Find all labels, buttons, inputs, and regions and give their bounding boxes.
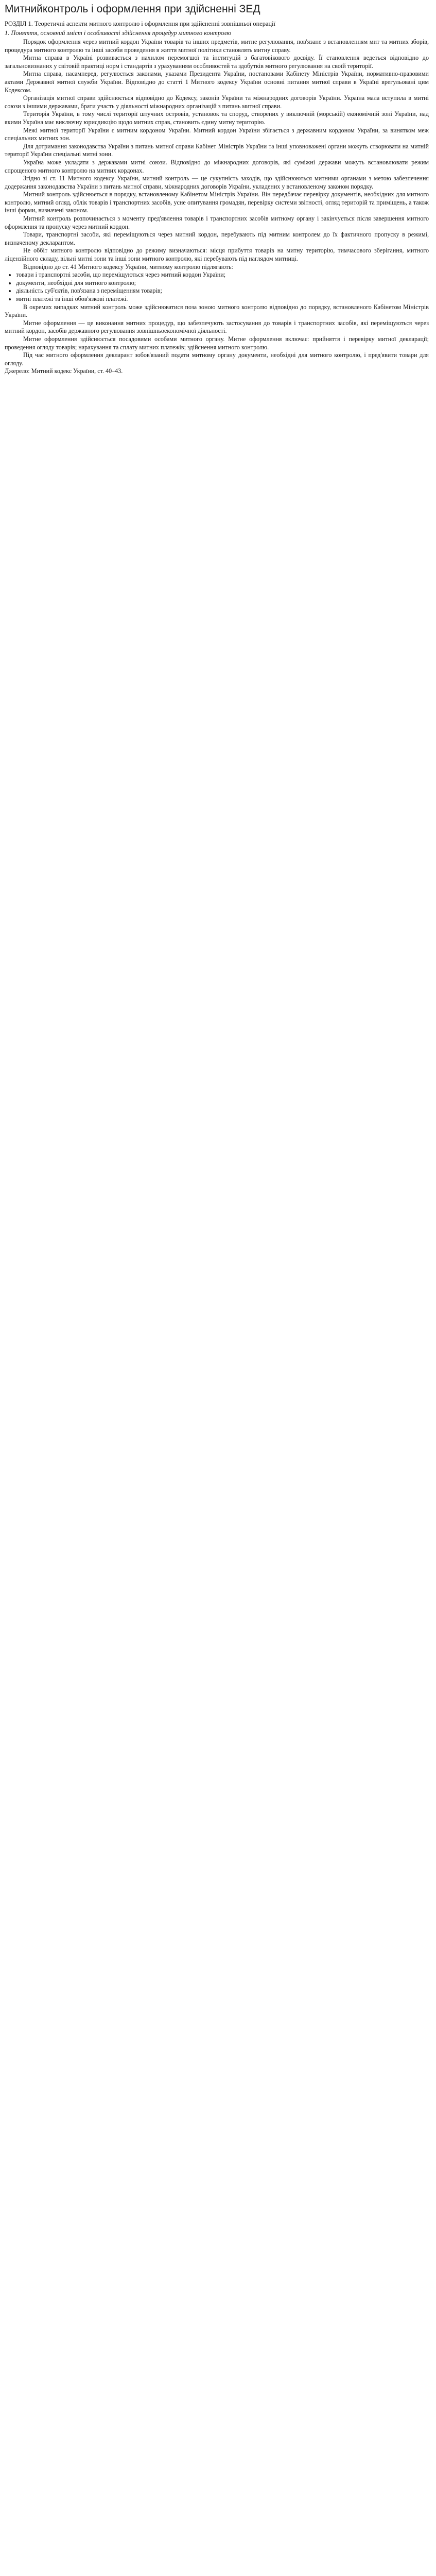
paragraph: В окремих випадках митний контроль може здійснюватися поза зоною митного контролю відповідно до порядку, встановленого Кабінетом Міністрів України. bbox=[5, 303, 429, 319]
paragraph: Митна справа, насамперед, регулюється законами, указами Президента України, постановами Кабінету Міністрів України, нормативно-правовими актами Державної митної служби України. Відповідно до статті 1 Митного кодексу України основні питання митної справи в Україні врегульовані цим Кодексом. bbox=[5, 70, 429, 94]
list-item: • документи, необхідні для митного контролю; bbox=[16, 279, 429, 287]
subsection-heading: 1. Поняття, основний зміст і особливості здійснення процедур митного контролю bbox=[5, 29, 232, 37]
paragraph: Митне оформлення — це виконання митних процедур, що забезпечують застосування до товарів і транспортних засобів, які переміщуються через митний кордон, засобів державного регулювання зовнішньоекономічної діяльності. bbox=[5, 319, 429, 335]
document-body bbox=[5, 38, 429, 376]
document-title: Митнийконтроль і оформлення при здійсненні ЗЕД bbox=[5, 3, 260, 15]
paragraph: Україна може укладати з державами митні союзи. Відповідно до міжнародних договорів, які суміжні держави можуть встановлювати режим спрощеного митного контролю на митних кордонах. bbox=[5, 158, 429, 174]
control-subjects-list bbox=[5, 271, 429, 303]
paragraph: Межі митної території України є митним кордоном України. Митний кордон України збігається з державним кордоном України, за винятком меж спеціальних митних зон. bbox=[5, 126, 429, 142]
paragraph: Митне оформлення здійснюється посадовими особами митного органу. Митне оформлення включає: прийняття і перевірку митної декларації; проведення огляду товарів; нарахування та сплату митних платежів; здійснення митного контролю. bbox=[5, 335, 429, 351]
paragraph: Під час митного оформлення декларант зобов'язаний подати митному органу документи, необхідні для митного контролю, і пред'явити товари для огляду. bbox=[5, 351, 429, 367]
paragraph: Організація митної справи здійснюється відповідно до Кодексу, законів України та міжнародних договорів України. Україна мала вступила в митні союзи з іншими державами, брати участь у діяльності міжнародних організацій з питань митної справи. bbox=[5, 94, 429, 110]
footnote: Джерело: Митний кодекс України, ст. 40–43. bbox=[5, 367, 123, 375]
paragraph: Для дотримання законодавства України з питань митної справи Кабінет Міністрів України та інші уповноважені органи можуть створювати на митній території України спеціальні митні зони. bbox=[5, 142, 429, 158]
paragraph: Митний контроль здійснюється в порядку, встановленому Кабінетом Міністрів України. Він передбачає перевірку документів, необхідних для митного контролю, митний огляд, облік товарів і транспортних засобів, усне опитування громадян, перевірку системи звітності, огляд територій та приміщень, а також інші форми, визначені законом. bbox=[5, 191, 429, 214]
list-item: • діяльність суб'єктів, пов'язана з переміщенням товарів; bbox=[16, 287, 429, 295]
paragraph: Територія України, в тому числі території штучних островів, установок та споруд, створених у виключній (морській) економічній зоні України, над якими Україна має виключну юрисдикцію щодо митних справ, становить єдину митну територію. bbox=[5, 110, 429, 126]
paragraph: Митна справа в Україні розвивається з нахилом перемогшої та інституцій з багатовікового досвіду. Її становлення ведеться відповідно до загальновизнаних у світовій практиці норм і стандартів з урахуванням особливостей та здобутків митного регулювання на своїй території. bbox=[5, 54, 429, 70]
paragraph: Порядок оформлення через митний кордон України товарів та інших предметів, митне регулювання, пов'язане з встановленням мит та митних зборів, процедура митного контролю та інші засоби проведення в життя митної політики становлять митну справу. bbox=[5, 38, 429, 54]
section-heading: РОЗДІЛ 1. Теоретичні аспекти митного контролю і оформлення при здійсненні зовнішньої операції bbox=[5, 20, 275, 27]
list-item: • митні платежі та інші обов'язкові платежі. bbox=[16, 295, 429, 303]
paragraph: Відповідно до ст. 41 Митного кодексу України, митному контролю підлягають: bbox=[23, 263, 233, 270]
list-item: • товари і транспортні засоби, що переміщуються через митний кордон України; bbox=[16, 271, 429, 279]
paragraph: Згідно зі ст. 11 Митного кодексу України, митний контроль — це сукупність заходів, що здійснюються митними органами з метою забезпечення додержання законодавства України з питань митної справи, міжнародних договорів України, укладених у встановленому законом порядку. bbox=[5, 175, 429, 190]
paragraph: Митний контроль розпочинається з моменту пред'явлення товарів і транспортних засобів митному органу і закінчується після завершення митного оформлення та пропуску через митний кордон. bbox=[5, 215, 429, 230]
paragraph: Товари, транспортні засоби, які переміщуються через митний кордон, перебувають під митним контролем до їх фактичного пропуску в режимі, визначеному декларантом. bbox=[5, 231, 429, 246]
paragraph: Не оббіт митного контролю відповідно до режиму визначаються: місця прибуття товарів на митну територію, тимчасового зберігання, митного ліцензійного складу, вільні митні зони та інші зони митного контролю, які перебувають під наглядом митниці. bbox=[5, 247, 429, 263]
